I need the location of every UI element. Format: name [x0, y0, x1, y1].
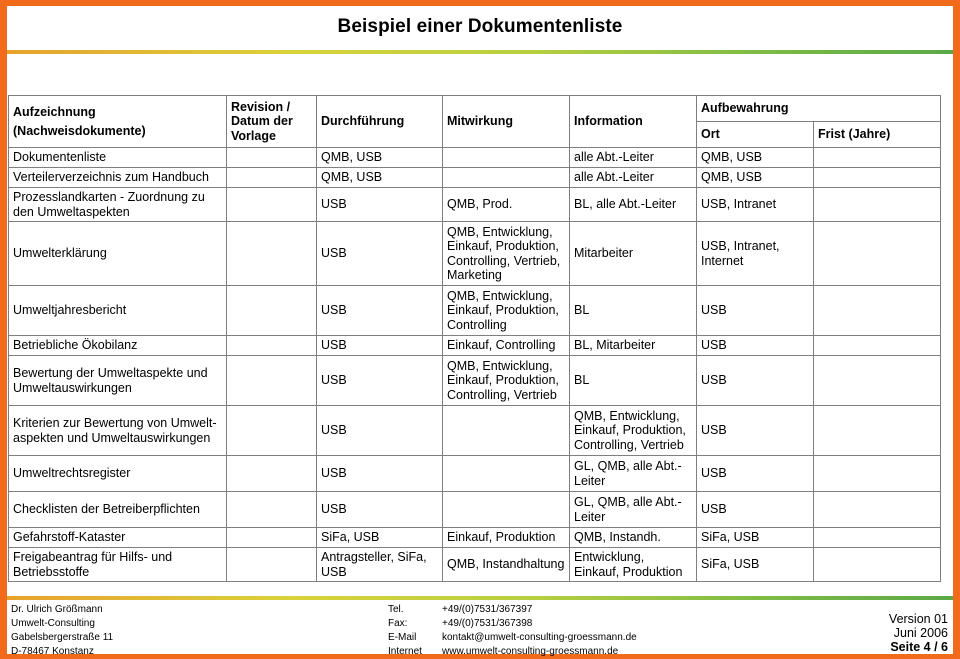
cell-durchfuehrung: USB: [317, 492, 443, 528]
cell-aufzeichnung: Betriebliche Ökobilanz: [9, 336, 227, 356]
cell-revision: [227, 336, 317, 356]
cell-information: GL, QMB, alle Abt.-Leiter: [570, 492, 697, 528]
cell-information: BL, Mitarbeiter: [570, 336, 697, 356]
table-row: [9, 356, 941, 406]
footer-website-link[interactable]: www.umwelt-consulting-groessmann.de: [442, 646, 619, 657]
footer-internet-label: Internet: [388, 646, 422, 657]
cell-mitwirkung: Einkauf, Controlling: [443, 336, 570, 356]
footer-fax: +49/(0)7531/367398: [442, 618, 533, 629]
cell-information: BL: [570, 286, 697, 336]
cell-mitwirkung: [443, 492, 570, 528]
cell-mitwirkung: Einkauf, Produktion: [443, 528, 570, 548]
footer-city: D-78467 Konstanz: [11, 646, 94, 657]
header-aufzeichnung: Aufzeichnung (Nachweisdokumente): [9, 96, 227, 148]
cell-aufzeichnung: Umweltrechtsregister: [9, 456, 227, 492]
cell-revision: [227, 492, 317, 528]
cell-durchfuehrung: USB: [317, 336, 443, 356]
document-list-table: [8, 95, 941, 582]
cell-ort: SiFa, USB: [697, 528, 814, 548]
cell-revision: [227, 456, 317, 492]
footer-tel: +49/(0)7531/367397: [442, 604, 533, 615]
table-row: [9, 548, 941, 582]
table-row: [9, 222, 941, 286]
footer-version: Version 01: [888, 612, 948, 626]
cell-revision: [227, 188, 317, 222]
page-title: Beispiel einer Dokumentenliste: [337, 16, 623, 37]
header-durchfuehrung: Durchführung: [317, 96, 443, 148]
cell-frist: [814, 286, 941, 336]
header-mitwirkung: Mitwirkung: [443, 96, 570, 148]
cell-frist: [814, 406, 941, 456]
cell-frist: [814, 492, 941, 528]
cell-durchfuehrung: USB: [317, 406, 443, 456]
cell-mitwirkung: [443, 148, 570, 168]
table-row: [9, 456, 941, 492]
cell-frist: [814, 336, 941, 356]
cell-revision: [227, 168, 317, 188]
cell-durchfuehrung: USB: [317, 356, 443, 406]
cell-information: Mitarbeiter: [570, 222, 697, 286]
table-row: [9, 528, 941, 548]
cell-revision: [227, 406, 317, 456]
cell-aufzeichnung: Gefahrstoff-Kataster: [9, 528, 227, 548]
cell-revision: [227, 356, 317, 406]
cell-mitwirkung: QMB, Entwicklung, Einkauf, Produktion, Controlling, Vertrieb, Marketing: [443, 222, 570, 286]
cell-durchfuehrung: USB: [317, 188, 443, 222]
header-divider: [7, 50, 953, 54]
table-row: [9, 492, 941, 528]
cell-frist: [814, 168, 941, 188]
cell-information: QMB, Entwicklung, Einkauf, Produktion, Controlling, Vertrieb: [570, 406, 697, 456]
cell-information: GL, QMB, alle Abt.-Leiter: [570, 456, 697, 492]
footer-version-block: [808, 612, 948, 654]
cell-ort: USB: [697, 492, 814, 528]
footer-street: Gabelsbergerstraße 11: [11, 632, 114, 643]
footer-contact-labels: [388, 603, 438, 659]
footer-address: [11, 603, 271, 659]
footer-tel-label: Tel.: [388, 604, 404, 615]
cell-information: BL, alle Abt.-Leiter: [570, 188, 697, 222]
header-ort: Ort: [697, 122, 814, 148]
cell-durchfuehrung: USB: [317, 456, 443, 492]
table-row: [9, 406, 941, 456]
cell-frist: [814, 148, 941, 168]
cell-frist: [814, 456, 941, 492]
footer-page-number: Seite 4 / 6: [890, 640, 948, 654]
cell-ort: USB, Intranet: [697, 188, 814, 222]
cell-frist: [814, 222, 941, 286]
cell-information: Entwicklung, Einkauf, Produktion: [570, 548, 697, 582]
cell-durchfuehrung: USB: [317, 286, 443, 336]
cell-aufzeichnung: Bewertung der Umweltaspekte und Umweltauswirkungen: [9, 356, 227, 406]
header-frist: Frist (Jahre): [814, 122, 941, 148]
footer-divider: [7, 596, 953, 600]
cell-ort: USB: [697, 406, 814, 456]
cell-mitwirkung: QMB, Prod.: [443, 188, 570, 222]
cell-aufzeichnung: Verteilerverzeichnis zum Handbuch: [9, 168, 227, 188]
cell-revision: [227, 222, 317, 286]
cell-ort: QMB, USB: [697, 148, 814, 168]
cell-aufzeichnung: Umwelterklärung: [9, 222, 227, 286]
cell-mitwirkung: [443, 406, 570, 456]
cell-information: alle Abt.-Leiter: [570, 168, 697, 188]
cell-mitwirkung: QMB, Instandhaltung: [443, 548, 570, 582]
cell-durchfuehrung: USB: [317, 222, 443, 286]
cell-aufzeichnung: Prozesslandkarten - Zuordnung zu den Umweltaspekten: [9, 188, 227, 222]
cell-frist: [814, 528, 941, 548]
cell-information: QMB, Instandh.: [570, 528, 697, 548]
cell-frist: [814, 188, 941, 222]
table-row: [9, 188, 941, 222]
footer-contact-values: [442, 603, 742, 659]
footer-fax-label: Fax:: [388, 618, 408, 629]
cell-mitwirkung: QMB, Entwicklung, Einkauf, Produktion, Controlling: [443, 286, 570, 336]
cell-information: alle Abt.-Leiter: [570, 148, 697, 168]
cell-frist: [814, 548, 941, 582]
table-row: [9, 286, 941, 336]
cell-ort: USB: [697, 456, 814, 492]
header-information: Information: [570, 96, 697, 148]
cell-ort: USB: [697, 286, 814, 336]
cell-durchfuehrung: QMB, USB: [317, 148, 443, 168]
cell-mitwirkung: [443, 456, 570, 492]
table-row: [9, 168, 941, 188]
orange-frame-top: [0, 0, 960, 6]
table-row: [9, 336, 941, 356]
footer-company: Umwelt-Consulting: [11, 618, 95, 629]
header-aufbewahrung: Aufbewahrung: [697, 96, 941, 122]
footer-date: Juni 2006: [893, 626, 948, 640]
cell-revision: [227, 548, 317, 582]
cell-ort: USB: [697, 356, 814, 406]
cell-information: BL: [570, 356, 697, 406]
cell-mitwirkung: [443, 168, 570, 188]
orange-frame-left: [0, 0, 7, 659]
cell-revision: [227, 286, 317, 336]
cell-durchfuehrung: Antragsteller, SiFa, USB: [317, 548, 443, 582]
cell-revision: [227, 148, 317, 168]
footer-email-link[interactable]: kontakt@umwelt-consulting-groessmann.de: [442, 632, 637, 643]
cell-aufzeichnung: Freigabeantrag für Hilfs- und Betriebsstoffe: [9, 548, 227, 582]
cell-aufzeichnung: Umweltjahresbericht: [9, 286, 227, 336]
footer-name: Dr. Ulrich Größmann: [11, 604, 103, 615]
header-revision: Revision / Datum der Vorlage: [227, 96, 317, 148]
footer-email-label: E-Mail: [388, 632, 417, 643]
cell-durchfuehrung: QMB, USB: [317, 168, 443, 188]
cell-ort: USB, Intranet, Internet: [697, 222, 814, 286]
cell-ort: QMB, USB: [697, 168, 814, 188]
cell-revision: [227, 528, 317, 548]
table-row: [9, 148, 941, 168]
cell-aufzeichnung: Checklisten der Betreiberpflichten: [9, 492, 227, 528]
cell-frist: [814, 356, 941, 406]
orange-frame-right: [953, 0, 960, 659]
cell-ort: USB: [697, 336, 814, 356]
cell-durchfuehrung: SiFa, USB: [317, 528, 443, 548]
cell-aufzeichnung: Dokumentenliste: [9, 148, 227, 168]
cell-ort: SiFa, USB: [697, 548, 814, 582]
cell-aufzeichnung: Kriterien zur Bewertung von Umwelt-aspekten und Umweltauswirkungen: [9, 406, 227, 456]
cell-mitwirkung: QMB, Entwicklung, Einkauf, Produktion, Controlling, Vertrieb: [443, 356, 570, 406]
